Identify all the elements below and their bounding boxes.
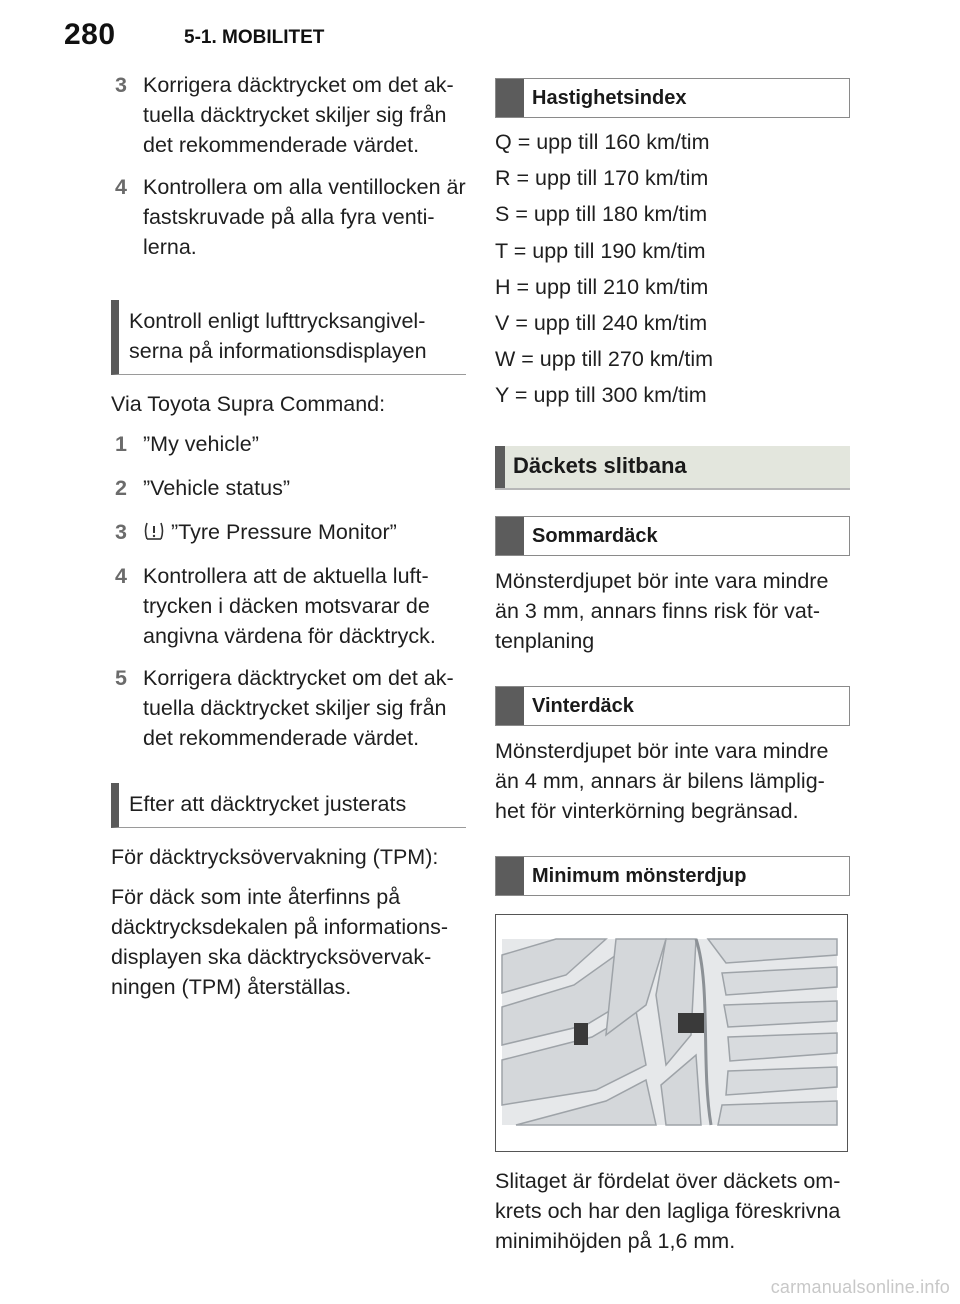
paragraph: Mönsterdjupet bör inte vara mindre än 3 mm, annars finns risk för vat-tenplaning (495, 568, 829, 653)
tread-wear-figure (495, 914, 848, 1152)
step-number: 2 (115, 476, 127, 500)
list-item (111, 473, 466, 503)
section-title: 5-1. MOBILITET (184, 27, 325, 48)
heading-bar (496, 79, 524, 117)
step-number: 3 (115, 73, 127, 97)
step-number: 1 (115, 432, 127, 456)
step-text: ”My vehicle” (143, 432, 259, 456)
list-item (111, 70, 466, 160)
list-item: W = upp till 270 km/tim (495, 347, 714, 372)
callout-after-adjust (111, 783, 466, 828)
step-text: ”Vehicle status” (143, 476, 290, 500)
speed-index-list (495, 124, 850, 414)
tread-illustration (496, 915, 847, 1151)
list-item: T = upp till 190 km/tim (495, 238, 706, 263)
heading-bar (496, 517, 524, 555)
step-text: Kontrollera att de aktuella luft-trycken i däcken motsvarar de angivna värdena för däcktryck. (143, 564, 436, 648)
list-item (111, 561, 466, 651)
heading-label: Hastighetsindex (532, 87, 687, 109)
heading-label: Sommardäck (532, 524, 658, 547)
heading-bar (496, 857, 524, 895)
wear-indicator-left (574, 1023, 588, 1045)
list-item: Y = upp till 300 km/tim (495, 383, 707, 408)
step-number: 4 (115, 175, 127, 199)
step-text: Korrigera däcktrycket om det ak-tuella däcktrycket skiljer sig från det rekommenderade värdet. (143, 73, 454, 157)
list-item (111, 172, 466, 262)
heading-bar (495, 446, 505, 488)
watermark: carmanualsonline.info (770, 1277, 950, 1297)
step-number: 3 (115, 520, 127, 544)
page-number: 280 (64, 18, 116, 51)
list-item: H = upp till 210 km/tim (495, 274, 709, 299)
summer-tyre-heading (495, 516, 850, 556)
paragraph: För däck som inte återfinns på däcktrycksdekalen på informations-displayen ska däcktrycksövervak-ningen (TPM) återställas. (111, 885, 448, 999)
heading-label: Vinterdäck (532, 694, 634, 717)
list-item: Q = upp till 160 km/tim (495, 130, 710, 154)
tread-section-heading (495, 446, 850, 490)
heading-bar (496, 687, 524, 725)
paragraph: Mönsterdjupet bör inte vara mindre än 4 mm, annars är bilens lämplig-het för vinterkörning begränsad. (495, 738, 829, 823)
list-item: S = upp till 180 km/tim (495, 202, 708, 227)
callout-text: Kontroll enligt lufttrycksangivel-serna på informationsdisplayen (129, 309, 427, 363)
step-text: ”Tyre Pressure Monitor” (171, 520, 397, 544)
step-text: Korrigera däcktrycket om det ak-tuella däcktrycket skiljer sig från det rekommenderade värdet. (143, 666, 454, 750)
tire-pressure-warning-icon (143, 520, 165, 542)
left-column (111, 70, 466, 1012)
list-item (111, 663, 466, 753)
min-tread-heading (495, 856, 850, 896)
right-column (495, 78, 850, 1266)
list-item: V = upp till 240 km/tim (495, 311, 708, 336)
list-item (111, 429, 466, 459)
heading-label: Däckets slitbana (513, 452, 687, 478)
list-item: R = upp till 170 km/tim (495, 166, 709, 191)
winter-tyre-heading (495, 686, 850, 726)
step-number: 4 (115, 564, 127, 588)
paragraph: Slitaget är fördelat över däckets om-krets och har den lagliga föreskrivna minimihöjden på 1,6 mm. (495, 1168, 841, 1253)
step-number: 5 (115, 666, 127, 690)
step-text-wrapper (143, 517, 466, 547)
paragraph: För däcktrycksövervakning (TPM): (111, 845, 439, 869)
callout-text: Efter att däcktrycket justerats (129, 792, 407, 816)
speed-index-heading (495, 78, 850, 118)
wear-indicator-right (678, 1013, 704, 1033)
list-item (111, 517, 466, 547)
intro-text: Via Toyota Supra Command: (111, 392, 386, 416)
heading-label: Minimum mönsterdjup (532, 864, 747, 887)
callout-tpm-check (111, 300, 466, 375)
step-text: Kontrollera om alla ventillocken är fastskruvade på alla fyra venti-lerna. (143, 175, 466, 259)
